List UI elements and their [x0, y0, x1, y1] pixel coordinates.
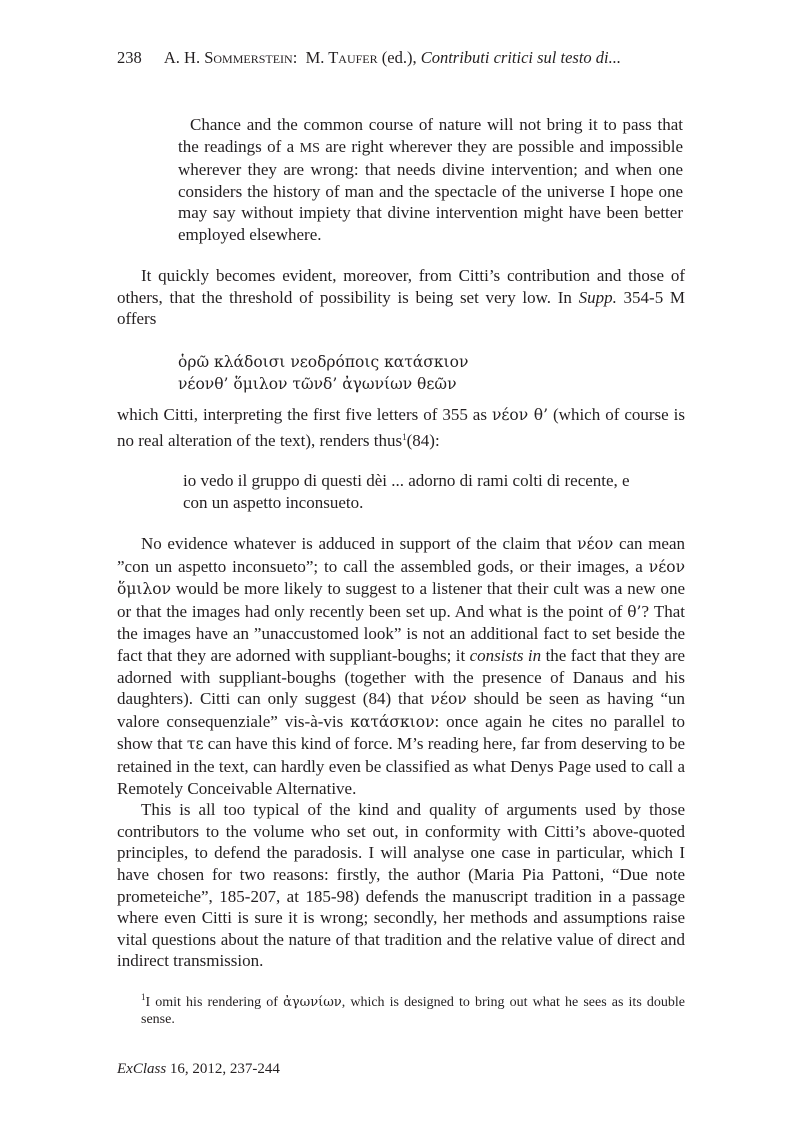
greek-line-355: νέονθ’ ὅμιλον τῶνδ’ ἀγωνίων θεῶν [178, 374, 457, 393]
running-header: 238 A. H. Sommerstein: M. Taufer (ed.), Contributi critici sul testo di... [117, 48, 621, 67]
page-footer [117, 1061, 280, 1078]
paragraph-3: No evidence whatever is adduced in support of the claim that νέον can mean ”con un aspetto inconsueto”; to call the assembled gods, or their images, a νέον ὅμιλον would be more likely to suggest to a listener that their cult was a new one or that the images had only recently been set up. And what is the point of θ’? That the images have an ”unaccustomed look” is not an additional fact to set beside the fact that they are adorned with suppliant-boughs; it consists in the fact that they are adorned with suppliant-boughs (together with the presence of Danaus and his daughters). Citti can only suggest (84) that νέον should be seen as having “un valore consequenziale” vis-à-vis κατάσκιον: once again he cites no parallel to show that τε can have this kind of force. M’s reading here, far from deserving to be retained in the text, can hardly even be classified as what Denys Page used to call a Remotely Conceivable Alternative. This is all too typical of the kind and quality of arguments used by those contributors to the volume who set out, in conformity with Citti’s above-quoted principles, to defend the paradosis. I will analyse one case in particular, which I have chosen for two reasons: firstly, the author (Maria Pia Pattoni, “Due note prometeiche”, 185-207, at 185-98) defends the manuscript tradition in a passage where even Citti is sure it is wrong; secondly, her methods and assumptions raise vital questions about the nature of that tradition and the relative value of direct and indirect transmission. [117, 534, 686, 971]
header-reviewed-author: M. Taufer [305, 48, 378, 67]
paragraph-1: It quickly becomes evident, moreover, from Citti’s contribution and those of others, that the threshold of possibility is being set very low. In Supp. 354-5 M offers [117, 266, 685, 329]
header-title: Contributi critici sul testo di... [420, 48, 621, 67]
greek-line-354: ὁρῶ κλάδοισι νεοδρόποις κατάσκιον [178, 353, 469, 371]
footnote: $^1$I omit his rendering of ἀγωνίων, which is designed to bring out what he sees as its double sense. [141, 992, 685, 1027]
block-quote-text: Chance and the common course of nature will not bring it to pass that the readings of a MS are right wherever they are possible and impossible wherever they are wrong: that needs divine intervention; and when one considers the history of man and the spectacle of the universe I hope one may say without impiety that divine intervention might have been better employed elsewhere. [178, 115, 684, 244]
italian-translation-quote: io vedo il gruppo di questi dèi ... adorno di rami colti di recente, e con un aspetto inconsueto. [183, 471, 630, 512]
greek-verse-quote [178, 352, 468, 395]
footnote-ref[interactable]: 1 [402, 431, 407, 442]
footnote-number: 1 [141, 992, 146, 1002]
header-author: A. H. Sommerstein [163, 48, 293, 67]
page-number: 238 [117, 48, 142, 67]
journal-details: 16, 2012, 237-244 [169, 1061, 280, 1077]
paragraph-4: This is all too typical of the kind and quality of arguments used by those contributors to the volume who set out, in conformity with Citti’s above-quoted principles, to defend the paradosis. I will analyse one case in particular, which I have chosen for two reasons: firstly, the author (Maria Pia Pattoni, “Due note prometeiche”, 185-207, at 185-98) defends the manuscript tradition in a passage where even Citti is sure it is wrong; secondly, her methods and assumptions raise vital questions about the nature of that tradition and the relative value of direct and indirect transmission. [117, 800, 685, 971]
paragraph-2: which Citti, interpreting the first five letters of 355 as νέον θ’ (which of course is no real alteration of the text), renders thus$^1$(84): [117, 405, 685, 450]
header-ed: (ed.), [381, 48, 417, 67]
block-quote [178, 114, 683, 246]
journal-name: ExClass [117, 1061, 167, 1077]
